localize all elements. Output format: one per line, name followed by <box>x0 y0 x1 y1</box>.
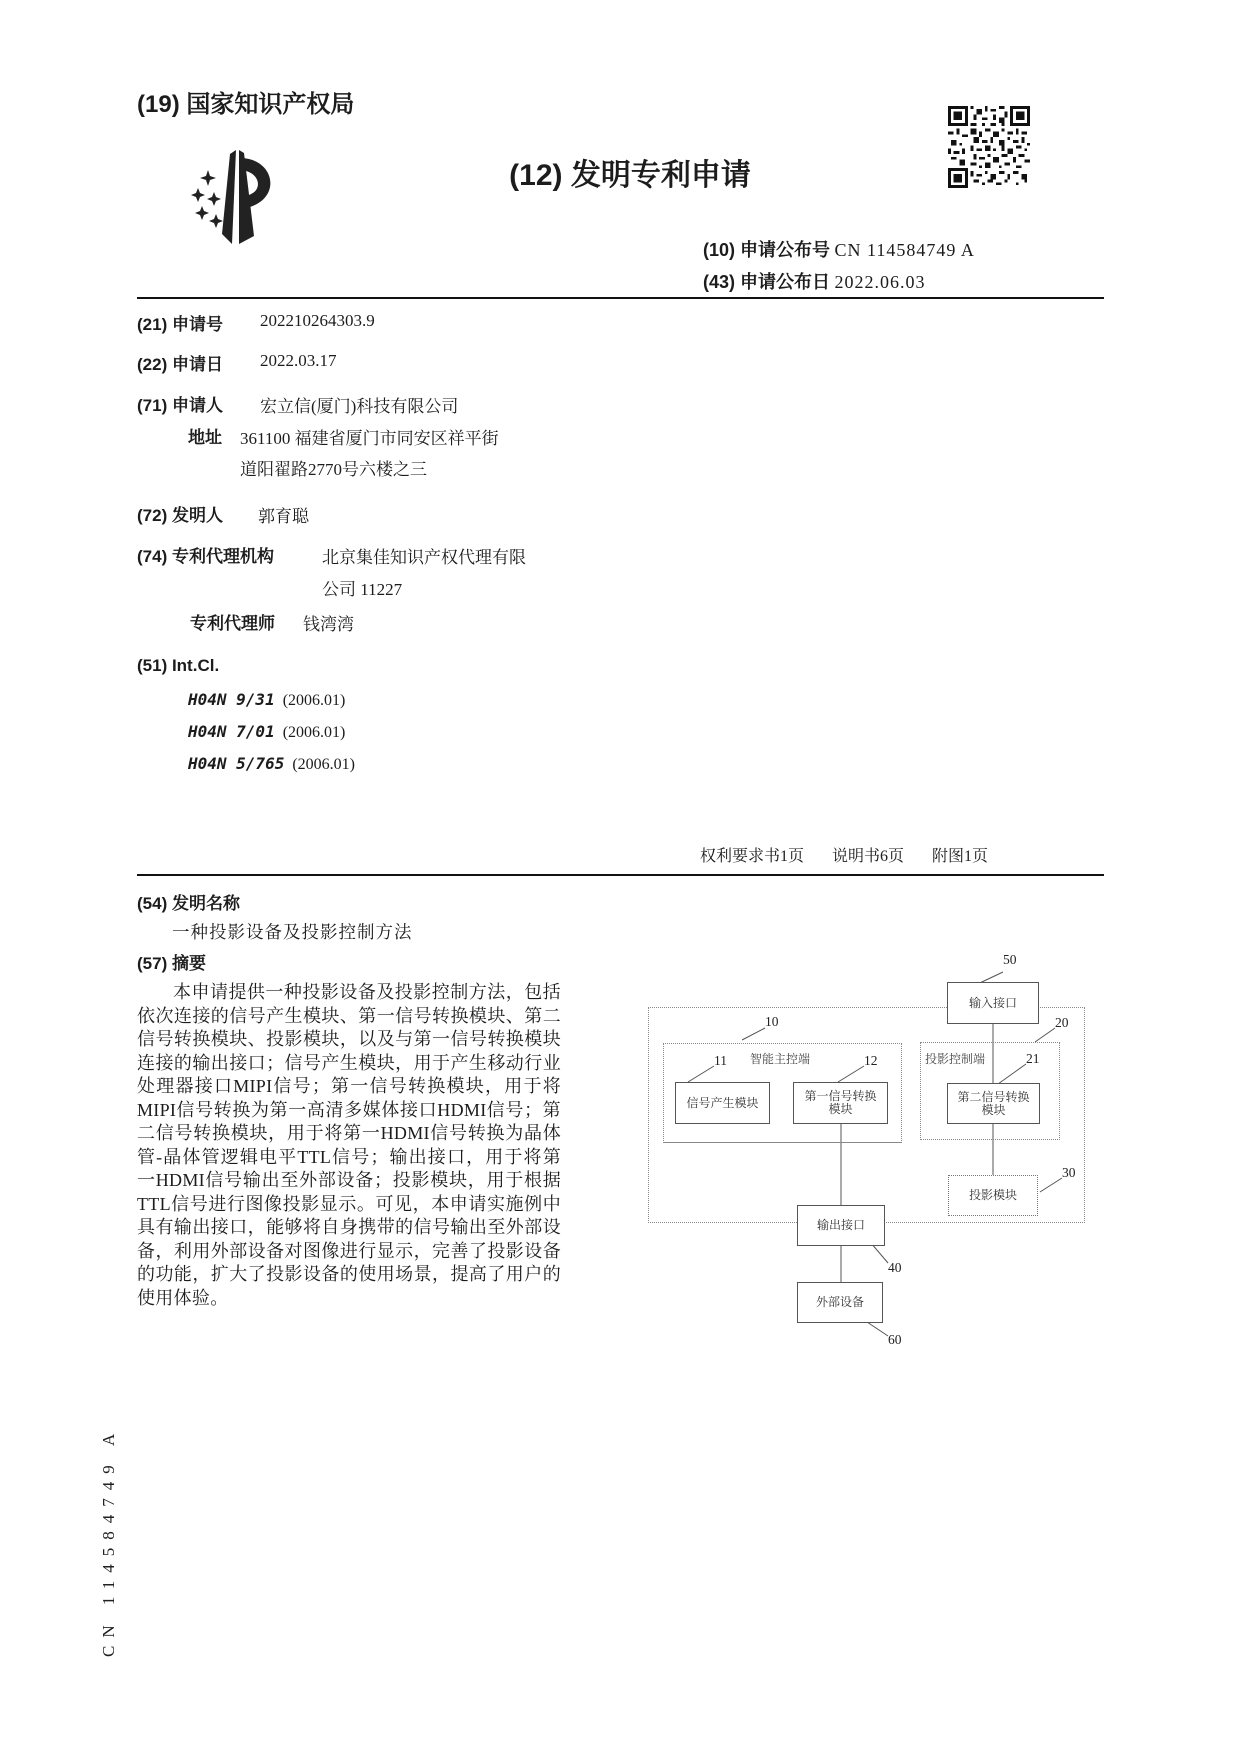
intcl-code-2: H04N 7/01 <box>188 722 275 741</box>
intcl-ver-3: (2006.01) <box>292 756 355 773</box>
projection-control-group-label: 投影控制端 <box>925 1052 986 1066</box>
inventor-label: (72) 发明人 <box>137 506 223 525</box>
address-line2: 道阳翟路2770号六楼之三 <box>240 460 427 479</box>
abstract-text: 本申请提供一种投影设备及投影控制方法，包括依次连接的信号产生模块、第一信号转换模块、第二信号转换模块、投影模块，以及与第一信号转换模块连接的输出接口；信号产生模块，用于产生移动行业处理器接口MIPI信号；第一信号转换模块，用于将MIPI信号转换为第一高清多媒体接口HDMI信号；第二信号转换模块，用于将第一HDMI信号转换为晶体管-晶体管逻辑电平TTL信号；输出接口，用于将第一HDMI信号输出至外部设备；投影模块，用于根据TTL信号进行图像投影显示。可见，本申请实施例中具有输出接口，能够将自身携带的信号输出至外部设备，利用外部设备对图像进行显示，完善了投影设备的功能，扩大了投影设备的使用场景，提高了用户的使用体验。 <box>137 982 561 1308</box>
output-interface-box: 输出接口 <box>797 1205 885 1246</box>
horizontal-rule-top <box>137 297 1104 299</box>
application-date-label: (22) 申请日 <box>137 355 223 374</box>
smart-host-group-label: 智能主控端 <box>750 1052 811 1066</box>
intcl-ver-1: (2006.01) <box>282 692 346 709</box>
intcl-code-3: H04N 5/765 <box>188 754 285 773</box>
intcl-label: (51) Int.Cl. <box>137 656 220 675</box>
applicant-value: 宏立信(厦门)科技有限公司 <box>260 397 459 416</box>
figure-diagram <box>595 940 1140 1370</box>
qr-code <box>947 106 1031 193</box>
agency-value-line2: 公司 11227 <box>322 580 403 599</box>
agency-label: (74) 专利代理机构 <box>137 547 274 566</box>
intcl-entry-1 <box>188 690 345 710</box>
ref-label-21: 21 <box>1026 1051 1040 1066</box>
application-date-value: 2022.03.17 <box>260 351 337 370</box>
first-convert-line2: 模块 <box>828 1102 853 1116</box>
intcl-entry-3 <box>188 754 355 774</box>
application-number-label: (21) 申请号 <box>137 315 223 334</box>
address-line1: 361100 福建省厦门市同安区祥平街 <box>240 429 499 448</box>
horizontal-rule-middle <box>137 874 1104 876</box>
pages-summary-line <box>700 843 988 866</box>
agency-value-line1: 北京集佳知识产权代理有限 <box>322 548 526 567</box>
applicant-label: (71) 申请人 <box>137 396 223 415</box>
publication-date-value: 2022.06.03 <box>834 272 926 292</box>
first-signal-convert-box <box>793 1082 888 1124</box>
ref-label-10: 10 <box>765 1014 779 1029</box>
publication-number-label: (10) 申请公布号 <box>703 240 831 260</box>
inventor-value: 郭育聪 <box>258 507 309 526</box>
projection-module-box: 投影模块 <box>948 1175 1038 1216</box>
publication-number-value: CN 114584749 A <box>834 240 975 260</box>
description-pages: 说明书6页 <box>832 848 905 865</box>
ref-label-12: 12 <box>864 1053 878 1068</box>
intcl-code-1: H04N 9/31 <box>188 690 275 709</box>
second-convert-line2: 模块 <box>981 1102 1006 1117</box>
ref-label-11: 11 <box>714 1053 727 1068</box>
invention-title: 一种投影设备及投影控制方法 <box>172 922 413 942</box>
publication-date-label: (43) 申请公布日 <box>703 272 831 292</box>
publication-number-line <box>703 236 975 262</box>
ref-label-20: 20 <box>1055 1015 1069 1030</box>
input-interface-box: 输入接口 <box>947 982 1039 1024</box>
side-publication-number: CN 114584749 A <box>99 1425 118 1657</box>
intcl-ver-2: (2006.01) <box>282 724 346 741</box>
ref-label-60: 60 <box>888 1332 902 1347</box>
ref-label-50: 50 <box>1003 952 1017 967</box>
invention-title-label: (54) 发明名称 <box>137 894 240 913</box>
address-label: 地址 <box>188 428 222 447</box>
second-convert-line1: 第二信号转换 <box>957 1089 1030 1104</box>
claims-pages: 权利要求书1页 <box>700 848 805 865</box>
first-convert-line1: 第一信号转换 <box>804 1089 877 1103</box>
agent-value: 钱湾湾 <box>303 615 354 634</box>
ref-label-30: 30 <box>1062 1165 1076 1180</box>
intcl-entry-2 <box>188 722 345 742</box>
abstract-label: (57) 摘要 <box>137 954 206 973</box>
agent-label: 专利代理师 <box>190 614 275 633</box>
second-signal-convert-box <box>947 1083 1040 1124</box>
drawings-pages: 附图1页 <box>932 848 989 865</box>
patent-office-line: (19) 国家知识产权局 <box>137 91 355 118</box>
ref-label-40: 40 <box>888 1260 902 1275</box>
external-device-box: 外部设备 <box>797 1282 883 1323</box>
publication-date-line <box>703 268 926 294</box>
application-number-value: 202210264303.9 <box>260 311 375 330</box>
signal-generate-box: 信号产生模块 <box>675 1082 770 1124</box>
cnipa-logo-icon <box>178 148 290 253</box>
document-type-title: (12) 发明专利申请 <box>509 159 751 192</box>
